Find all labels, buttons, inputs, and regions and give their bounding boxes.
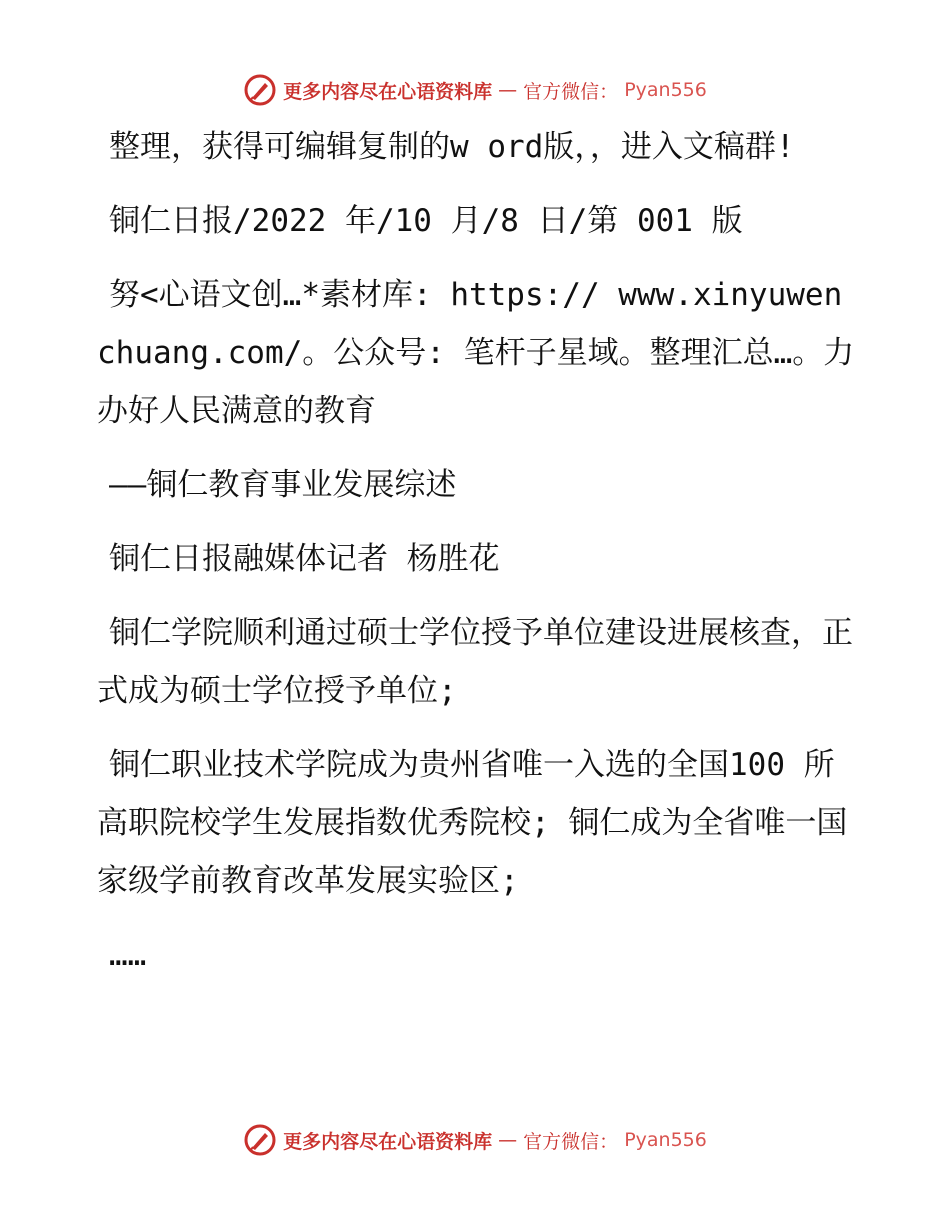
document-body (97, 118, 857, 1000)
footer-banner (0, 1120, 950, 1160)
quill-circle-icon (243, 1123, 277, 1157)
paragraph-ellipsis: …… (109, 937, 147, 973)
banner-wechat-label: 官方微信： (523, 1130, 619, 1153)
banner-wechat-label: 官方微信： (523, 80, 619, 103)
paragraph-body-2: 铜仁职业技术学院成为贵州省唯一入选的全国100 所高职院校学生发展指数优秀院校; 铜仁成为全省唯一国家级学前教育改革发展实验区; (97, 747, 848, 899)
banner-wechat-id: Pyan556 (624, 79, 707, 101)
quill-circle-icon (243, 73, 277, 107)
paragraph-byline: 铜仁日报融媒体记者 杨胜花 (109, 541, 500, 577)
banner-main-text: 更多内容尽在心语资料库 (283, 80, 493, 103)
paragraph-body-1: 铜仁学院顺利通过硕士学位授予单位建设进展核查，正式成为硕士学位授予单位; (97, 615, 853, 709)
paragraph-subtitle: ——铜仁教育事业发展综述 (109, 467, 457, 503)
header-banner (0, 70, 950, 110)
banner-dash: — (498, 79, 518, 101)
paragraph-title: 努<心语文创…*素材库: https:// www.xinyuwenchuang.com/。公众号: 笔杆子星域。整理汇总…。力办好人民满意的教育 (97, 277, 855, 429)
paragraph-intro: 整理，获得可编辑复制的w ord版，，进入文稿群! (109, 129, 795, 165)
banner-dash: — (498, 1129, 518, 1151)
paragraph-source: 铜仁日报/2022 年/10 月/8 日/第 001 版 (109, 203, 743, 239)
banner-main-text: 更多内容尽在心语资料库 (283, 1130, 493, 1153)
banner-wechat-id: Pyan556 (624, 1129, 707, 1151)
